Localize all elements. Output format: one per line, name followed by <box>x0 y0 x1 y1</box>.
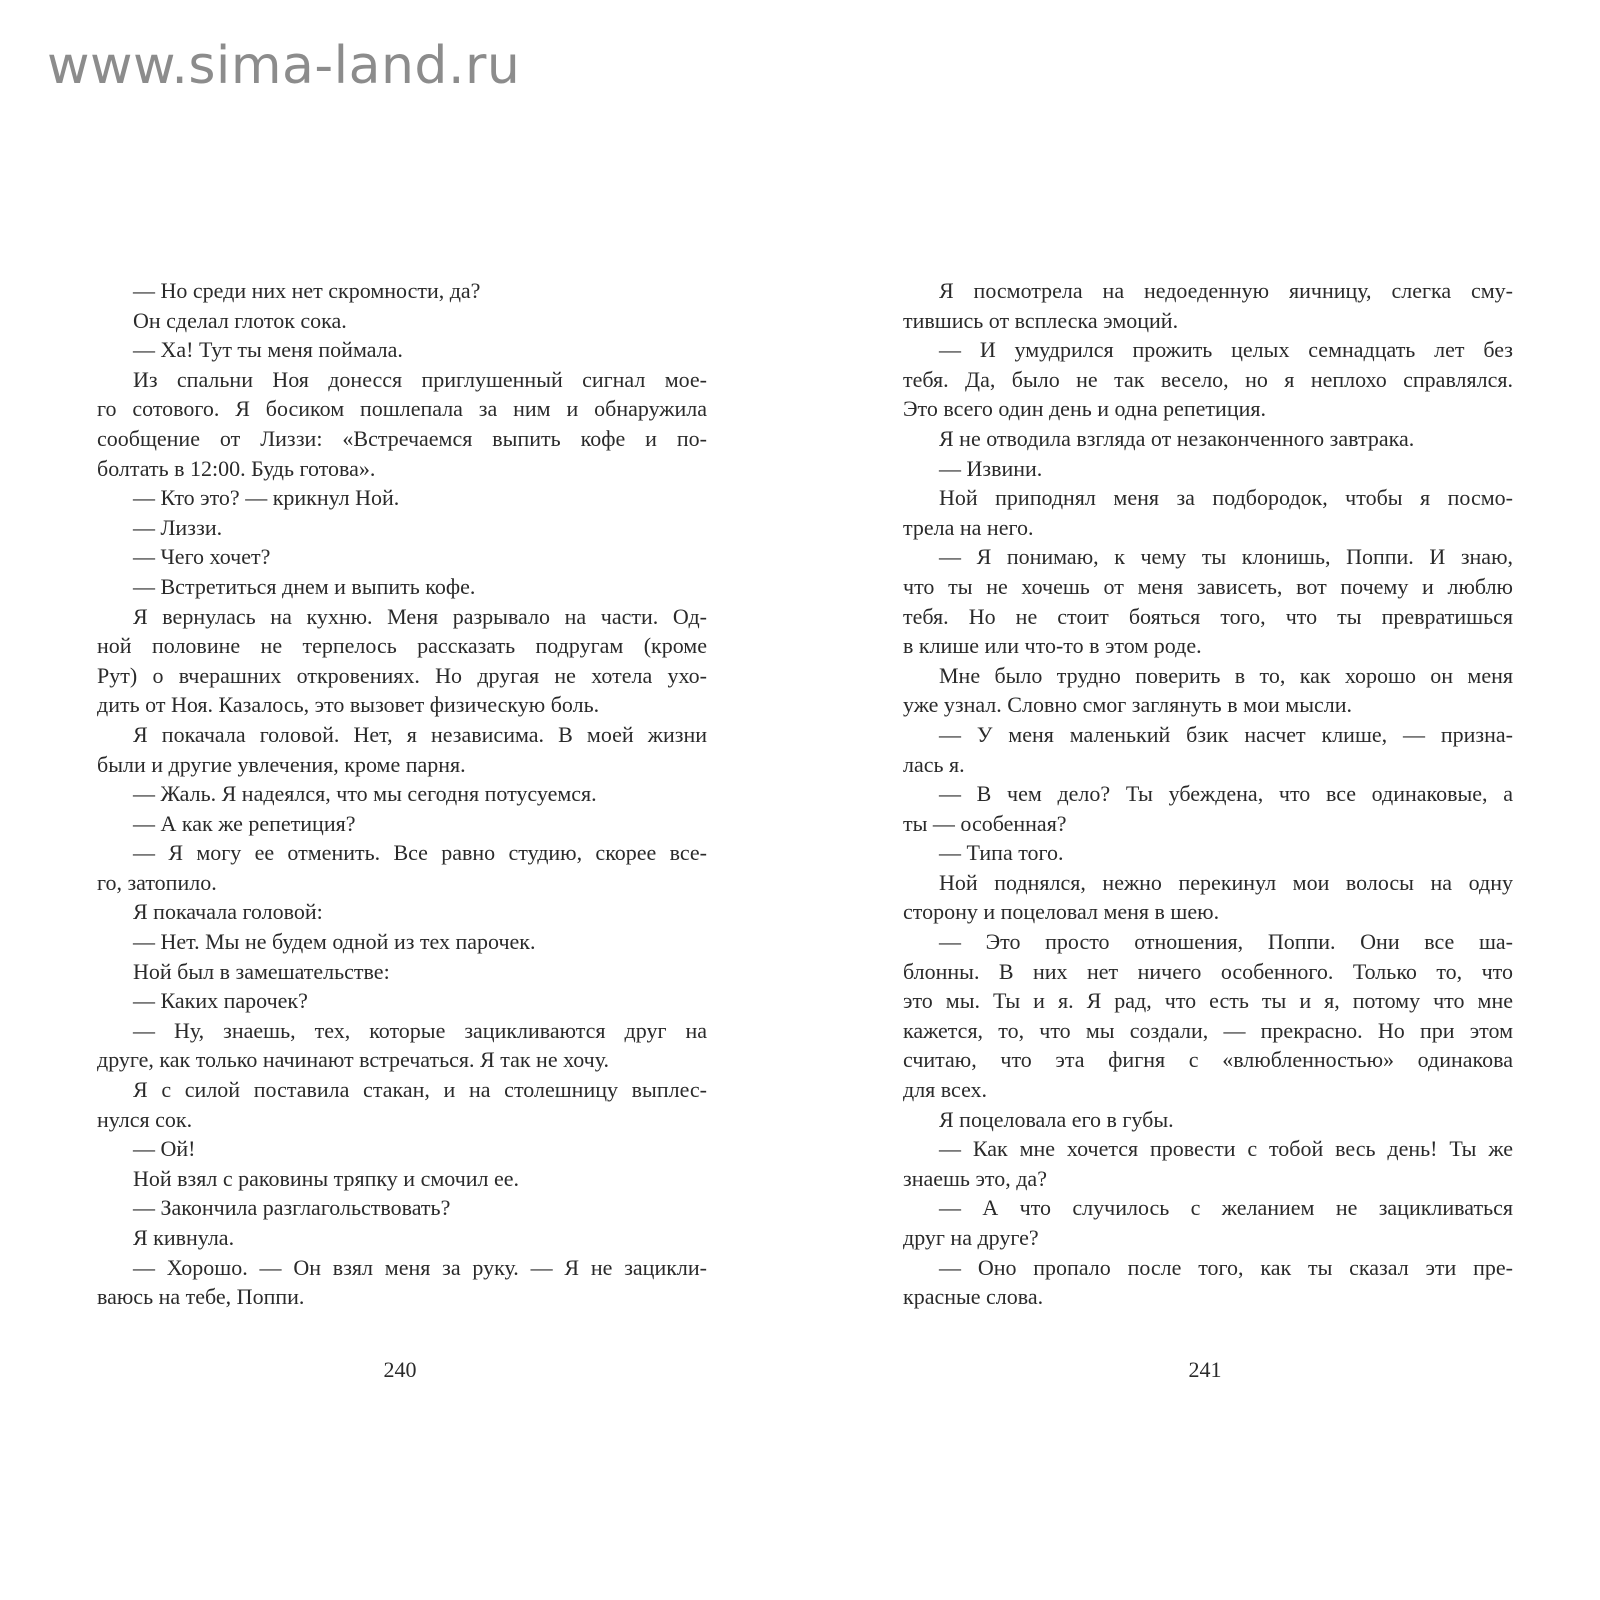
text-line: — Кто это? — крикнул Ной. <box>133 485 400 511</box>
text-line: Я с силой поставила стакан, и на столешницу выплес- <box>133 1077 707 1103</box>
text-line: это мы. Ты и я. Я рад, что есть ты и я, потому что мне <box>903 988 1513 1014</box>
text-line: уже узнал. Словно смог заглянуть в мои мысли. <box>903 692 1352 718</box>
text-line: красные слова. <box>903 1284 1044 1310</box>
text-line: для всех. <box>903 1077 988 1103</box>
text-line: — Оно пропало после того, как ты сказал эти пре- <box>939 1254 1513 1280</box>
text-line: — Я могу ее отменить. Все равно студию, скорее все- <box>133 840 707 866</box>
text-line: Я поцеловала его в губы. <box>939 1106 1174 1132</box>
text-line: трела на него. <box>903 514 1034 540</box>
text-line: блонны. В них нет ничего особенного. Только то, что <box>903 958 1513 984</box>
text-line: ты — особенная? <box>903 810 1067 836</box>
text-line: лась я. <box>903 751 965 777</box>
right-page-number: 241 <box>1188 1357 1222 1382</box>
text-line: — Это просто отношения, Поппи. Они все ша- <box>939 929 1513 955</box>
text-line: Я покачала головой. Нет, я независима. В моей жизни <box>133 721 707 747</box>
text-line: — Лиззи. <box>133 514 223 540</box>
text-line: Я не отводила взгляда от незаконченного завтрака. <box>939 425 1415 451</box>
text-line: ной половине не терпелось рассказать подругам (кроме <box>97 633 707 659</box>
text-line: — Извини. <box>939 455 1043 481</box>
text-line: го сотового. Я босиком пошлепала за ним и обнаружила <box>97 396 707 422</box>
text-line: — Но среди них нет скромности, да? <box>133 278 481 303</box>
text-line: Он сделал глоток сока. <box>133 307 347 333</box>
text-line: — Я понимаю, к чему ты клонишь, Поппи. И знаю, <box>939 544 1513 570</box>
text-line: — Типа того. <box>939 840 1064 866</box>
text-line: Ной взял с раковины тряпку и смочил ее. <box>133 1165 520 1191</box>
text-line: ваюсь на тебе, Поппи. <box>97 1284 305 1310</box>
left-page-number: 240 <box>383 1357 417 1382</box>
text-line: — Встретиться днем и выпить кофе. <box>133 573 476 599</box>
text-line: знаешь это, да? <box>903 1165 1047 1191</box>
text-line: — И умудрился прожить целых семнадцать лет без <box>939 337 1513 363</box>
text-line: — Ну, знаешь, тех, которые зацикливаются друг на <box>133 1017 707 1043</box>
text-line: друг на друге? <box>903 1225 1039 1250</box>
text-line: го, затопило. <box>97 869 217 895</box>
text-line: — Каких парочек? <box>133 988 308 1014</box>
text-line: Ной приподнял меня за подбородок, чтобы я посмо- <box>939 485 1513 511</box>
text-line: нулся сок. <box>97 1106 193 1132</box>
text-line: Я вернулась на кухню. Меня разрывало на части. Од- <box>133 603 707 629</box>
text-line: — Как мне хочется провести с тобой весь день! Ты же <box>939 1136 1513 1162</box>
text-line: Это всего один день и одна репетиция. <box>903 396 1266 422</box>
text-line: Я кивнула. <box>133 1225 235 1250</box>
text-line: — Чего хочет? <box>133 544 271 570</box>
text-line: Мне было трудно поверить в то, как хорошо он меня <box>939 662 1513 688</box>
text-line: — Жаль. Я надеялся, что мы сегодня потусуемся. <box>133 781 597 807</box>
text-line: — Хорошо. — Он взял меня за руку. — Я не зацикли- <box>133 1254 707 1280</box>
text-line: Рут) о вчерашних откровениях. Но другая не хотела ухо- <box>97 662 707 688</box>
text-line: Ной поднялся, нежно перекинул мои волосы на одну <box>939 869 1513 895</box>
watermark: www.sima-land.ru <box>47 36 521 96</box>
text-line: болтать в 12:00. Будь готова». <box>97 455 376 481</box>
left-page-text <box>97 276 707 1312</box>
text-line: Из спальни Ноя донесся приглушенный сигнал мое- <box>133 366 707 392</box>
text-line: сторону и поцеловал меня в шею. <box>903 899 1220 925</box>
text-line: Ной был в замешательстве: <box>133 958 390 984</box>
text-line: сообщение от Лиззи: «Встречаемся выпить кофе и по- <box>97 425 707 451</box>
text-line: — Закончила разглагольствовать? <box>133 1195 451 1221</box>
text-line: что ты не хочешь от меня зависеть, вот почему и люблю <box>903 573 1513 599</box>
text-line: тившись от всплеска эмоций. <box>903 307 1179 333</box>
text-line: друге, как только начинают встречаться. Я так не хочу. <box>97 1047 610 1073</box>
right-page-text <box>903 276 1513 1312</box>
text-line: — А что случилось с желанием не зацикливаться <box>939 1195 1513 1221</box>
text-line: Я покачала головой: <box>133 899 323 925</box>
text-line: тебя. Но не стоит бояться того, что ты превратишься <box>903 603 1513 629</box>
text-line: считаю, что эта фигня с «влюбленностью» одинакова <box>903 1047 1513 1073</box>
text-line: — Ха! Тут ты меня поймала. <box>133 337 403 363</box>
text-line: были и другие увлечения, кроме парня. <box>97 751 466 777</box>
text-line: дить от Ноя. Казалось, это вызовет физическую боль. <box>97 692 600 718</box>
text-line: — Нет. Мы не будем одной из тех парочек. <box>133 929 536 955</box>
text-line: в клише или что-то в этом роде. <box>903 633 1202 659</box>
text-line: — У меня маленький бзик насчет клише, — призна- <box>939 721 1513 747</box>
text-line: кажется, то, что мы создали, — прекрасно. Но при этом <box>903 1017 1513 1043</box>
text-line: — Ой! <box>133 1136 196 1162</box>
text-line: тебя. Да, было не так весело, но я неплохо справлялся. <box>903 366 1513 392</box>
text-line: — В чем дело? Ты убеждена, что все одинаковые, а <box>939 781 1513 807</box>
text-line: Я посмотрела на недоеденную яичницу, слегка сму- <box>939 278 1513 303</box>
text-line: — А как же репетиция? <box>133 810 356 836</box>
